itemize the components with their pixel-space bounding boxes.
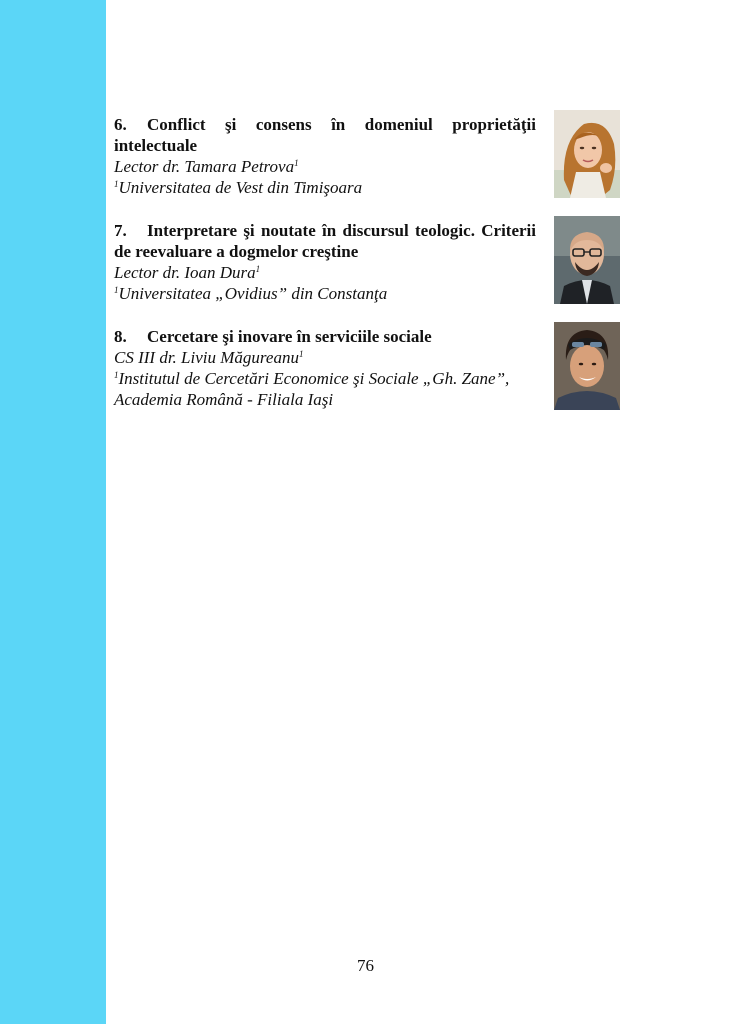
entry-number: 8. <box>114 327 127 346</box>
entry-8 <box>114 326 620 410</box>
sidebar-band <box>0 0 106 1024</box>
entry-affiliation: $^1$Universitatea de Vest din Timişoara <box>114 178 363 197</box>
portrait-man-sunglasses-image <box>554 322 620 410</box>
entry-number: 6. <box>114 115 127 134</box>
entry-7 <box>114 220 620 304</box>
entry-affiliation: $^1$Universitatea „Ovidius” din Constanţa <box>114 284 388 303</box>
page-number: 76 <box>357 956 374 975</box>
portrait-man-glasses-image <box>554 216 620 304</box>
entry-affiliation: $^1$Institutul de Cercetări Economice şi Sociale „Gh. Zane”, Academia Română - Filiala Iaşi <box>114 369 510 409</box>
entry-author: CS III dr. Liviu Măgureanu$^1$ <box>114 348 304 367</box>
entry-6 <box>114 114 620 198</box>
entry-title: 6. Conflict şi consens în domeniul proprietăţii intelectuale <box>114 115 536 155</box>
entry-number: 7. <box>114 221 127 240</box>
entry-title: 7. Interpretare şi noutate în discursul teologic. Criterii de reevaluare a dogmelor creştine <box>114 221 536 261</box>
portrait-woman-image <box>554 110 620 198</box>
entry-author: Lector dr. Ioan Dura$^1$ <box>114 263 261 282</box>
entry-title: 8. Cercetare şi inovare în serviciile sociale <box>114 327 432 346</box>
entry-author: Lector dr. Tamara Petrova$^1$ <box>114 157 299 176</box>
